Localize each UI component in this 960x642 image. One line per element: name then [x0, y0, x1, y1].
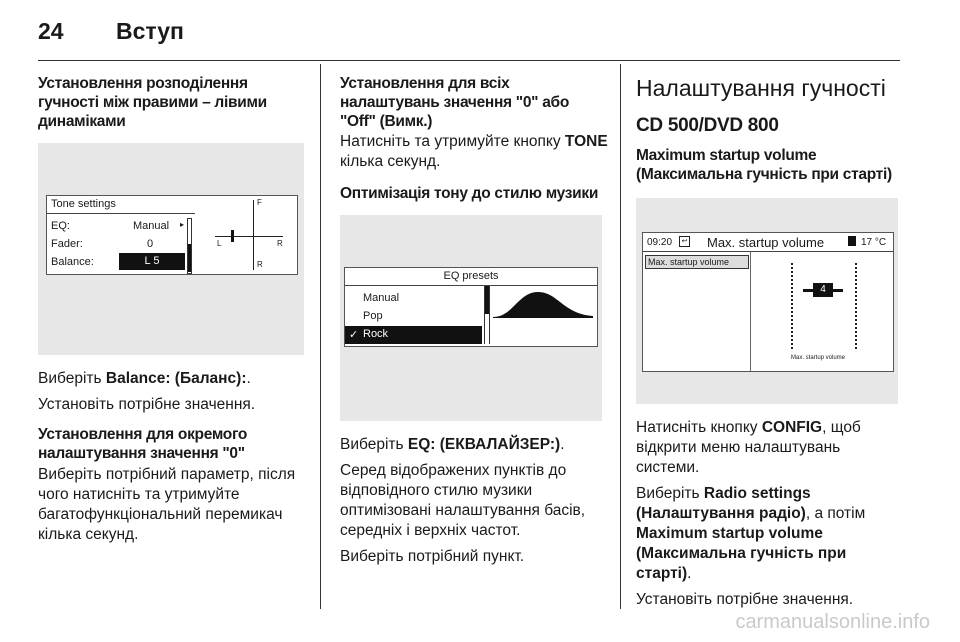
- text: Натисніть кнопку: [636, 419, 762, 436]
- front-label: F: [257, 198, 262, 207]
- fader-value: 0: [147, 238, 154, 250]
- text: Виберіть: [636, 485, 704, 502]
- column-1: [38, 74, 306, 545]
- heading-volume-settings: Налаштування гучності: [636, 75, 886, 101]
- text: Натисніть та утримуйте кнопку: [340, 133, 565, 150]
- menu-item-balance: Balance: (Баланс):: [105, 370, 247, 387]
- text: .: [246, 370, 251, 387]
- balance-label: Balance:: [51, 256, 94, 268]
- right-label: R: [277, 239, 283, 248]
- button-tone: TONE: [564, 133, 608, 150]
- arrow-right-icon: ▸: [180, 220, 185, 229]
- heading-balance: Установлення розподілення гучності між правими – лівими динаміками: [38, 75, 267, 130]
- menu-item-radio-settings: Radio settings (Налаштування радіо): [636, 485, 811, 522]
- text: кілька секунд.: [340, 153, 441, 170]
- button-config: CONFIG: [761, 419, 823, 436]
- menu-item-max-startup: Maximum startup volume (Максимальна гучність при старті): [636, 525, 847, 582]
- max-startup-screenshot: [636, 198, 898, 404]
- page-number: 24: [38, 18, 64, 44]
- volume-caption: Max. startup volume: [791, 355, 846, 361]
- temperature: 17 °C: [861, 237, 887, 248]
- column-2: [340, 74, 608, 567]
- left-label: L: [217, 239, 222, 248]
- eq-item-selected: [345, 326, 482, 344]
- tone-settings-screen: [46, 195, 298, 275]
- balance-marker: [231, 230, 234, 242]
- volume-scale-left: [791, 263, 794, 349]
- eq-presets-title: EQ presets: [443, 270, 499, 282]
- title-divider: [47, 213, 195, 214]
- title-divider: [345, 285, 597, 286]
- scrollbar-thumb: [485, 286, 489, 314]
- scrollbar-thumb: [188, 244, 191, 272]
- instruction-config-button: [636, 418, 906, 478]
- eq-label: EQ:: [51, 220, 70, 232]
- header-rule: [38, 60, 900, 61]
- heading-optimize-tone: Оптимізація тону до стилю музики: [340, 185, 599, 202]
- text: , щоб відкрити меню налаштувань системи.: [636, 419, 861, 476]
- text: , а потім: [805, 505, 866, 522]
- panel-divider: [750, 252, 751, 371]
- list-item-max-startup: Max. startup volume: [645, 255, 749, 269]
- instruction-set-value-3: Установіть потрібне значення.: [636, 591, 854, 608]
- volume-scale-right: [855, 263, 858, 349]
- instruction-tone-button: [340, 132, 608, 172]
- eq-presets-screen: [344, 267, 598, 347]
- check-icon: ✓: [349, 329, 359, 341]
- menu-item-eq: EQ: (ЕКВАЛАЙЗЕР:): [407, 436, 561, 453]
- instruction-radio-settings: [636, 484, 906, 584]
- text: Виберіть: [38, 370, 106, 387]
- eq-value: Manual: [133, 220, 170, 232]
- fader-label: Fader:: [51, 238, 83, 250]
- column-3: [636, 74, 906, 610]
- column-divider-1: [320, 64, 321, 609]
- text: .: [687, 565, 692, 582]
- tone-settings-screenshot: [38, 143, 304, 355]
- crosshair-vertical: [253, 200, 254, 270]
- text: Виберіть: [340, 436, 408, 453]
- rear-label: R: [257, 260, 263, 269]
- instruction-select-item: Виберіть потрібний пункт.: [340, 548, 525, 565]
- text: .: [560, 436, 565, 453]
- instruction-select-eq: [340, 435, 608, 455]
- eq-item-rock: Rock: [363, 328, 389, 340]
- watermark: carmanualsonline.info: [735, 611, 930, 633]
- eq-curve-graph: [493, 288, 593, 318]
- back-icon: ↩: [679, 236, 690, 247]
- instruction-select-balance: [38, 369, 306, 389]
- heading-max-startup: Maximum startup volume (Максимальна гучність при старті): [636, 147, 892, 183]
- heading-reset-all: Установлення для всіх налаштувань значення "0" або "Off" (Вимк.): [340, 75, 569, 130]
- eq-presets-screenshot: [340, 215, 602, 421]
- heading-reset-single: Установлення для окремого налаштування значення "0": [38, 426, 248, 462]
- instruction-reset-single: Виберіть потрібний параметр, після чого натисніть та утримуйте багатофункціональний перемикач кілька секунд.: [38, 466, 296, 543]
- eq-item-manual: Manual: [363, 292, 400, 304]
- screen-title: Max. startup volume: [707, 235, 825, 250]
- instruction-set-value: Установіть потрібне значення.: [38, 396, 256, 413]
- clock-time: 09:20: [647, 237, 673, 248]
- tone-settings-title: Tone settings: [51, 198, 116, 210]
- column-divider-2: [620, 64, 621, 609]
- section-title: Вступ: [116, 18, 184, 44]
- title-divider: [643, 251, 893, 252]
- eq-item-pop: Pop: [363, 310, 383, 322]
- phone-icon: [848, 236, 856, 246]
- max-startup-screen: [642, 232, 894, 372]
- heading-model: CD 500/DVD 800: [636, 115, 779, 136]
- instruction-eq-desc: Серед відображених пунктів до відповідного стилю музики оптимізовані налаштування басів, середніх і верхніх частот.: [340, 462, 586, 539]
- volume-value: 4: [813, 283, 833, 297]
- crosshair-horizontal: [215, 236, 283, 237]
- balance-value: L 5: [119, 253, 185, 270]
